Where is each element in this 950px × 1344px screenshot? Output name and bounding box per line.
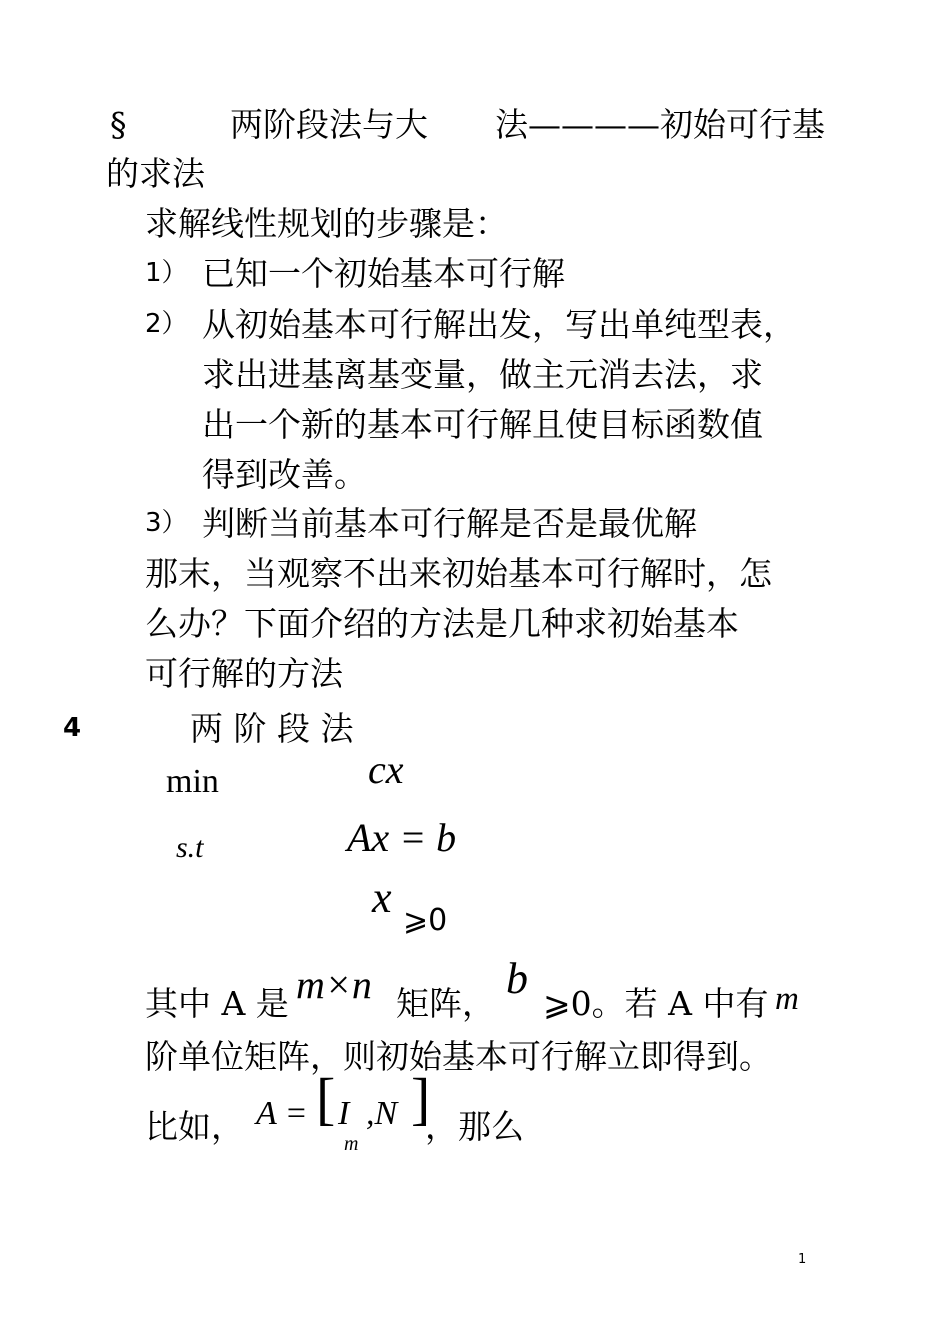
- identity-subscript-m: m: [344, 1133, 359, 1155]
- title-line2: 的求法: [106, 154, 205, 193]
- identity-I: I: [338, 1095, 350, 1132]
- subsection-number: 4: [63, 713, 82, 743]
- step-2-line-4: 得到改善。: [202, 455, 367, 494]
- min-label: min: [166, 763, 219, 800]
- para-line2: 阶单位矩阵，则初始基本可行解立即得到。: [145, 1037, 772, 1076]
- m-var: m: [775, 981, 799, 1017]
- question-line-2: 么办？下面介绍的方法是几种求初始基本: [145, 604, 739, 643]
- step-3-number: 3）: [145, 508, 188, 538]
- matrix-N: ,N: [366, 1095, 398, 1132]
- nonneg-constraint: ⩾0: [403, 903, 448, 938]
- intro-text: 求解线性规划的步骤是：: [145, 204, 508, 243]
- dim-m-x-n: m×n: [296, 962, 372, 1007]
- variable-x: x: [372, 873, 392, 922]
- st-label: s.t: [176, 831, 204, 864]
- para-line3-a: 比如，: [145, 1107, 244, 1146]
- objective-expr: cx: [368, 747, 404, 792]
- constraint-expr: Ax = b: [347, 815, 457, 860]
- para-line1-a: 其中 A 是: [145, 984, 289, 1023]
- subsection-title: 两 阶 段 法: [190, 709, 354, 748]
- step-2-number: 2）: [145, 309, 188, 339]
- vector-b: b: [506, 954, 528, 1003]
- left-bracket: [: [316, 1066, 336, 1131]
- step-2-line-3: 出一个新的基本可行解且使目标函数值: [202, 405, 763, 444]
- para-line3-b: ，那么: [425, 1107, 524, 1146]
- section-mark: §: [110, 105, 127, 144]
- step-2-line-1: 从初始基本可行解出发，写出单纯型表，: [202, 305, 796, 344]
- page-number: 1: [798, 1252, 807, 1267]
- step-3-text: 判断当前基本可行解是否是最优解: [202, 504, 697, 543]
- matrix-eq-lhs: A =: [256, 1095, 308, 1132]
- question-line-1: 那末，当观察不出来初始基本可行解时，怎: [145, 554, 772, 593]
- title-part1: 两阶段法与大: [230, 105, 428, 144]
- title-part2: 法————初始可行基: [495, 105, 825, 144]
- para-line1-c: ⩾0。若 A 中有: [543, 984, 769, 1023]
- step-1-text: 已知一个初始基本可行解: [202, 254, 565, 293]
- step-2-line-2: 求出进基离基变量，做主元消去法，求: [202, 355, 763, 394]
- right-bracket: ]: [411, 1066, 431, 1131]
- para-line1-b: 矩阵，: [396, 984, 495, 1023]
- question-line-3: 可行解的方法: [145, 654, 343, 693]
- step-1-number: 1）: [145, 258, 188, 288]
